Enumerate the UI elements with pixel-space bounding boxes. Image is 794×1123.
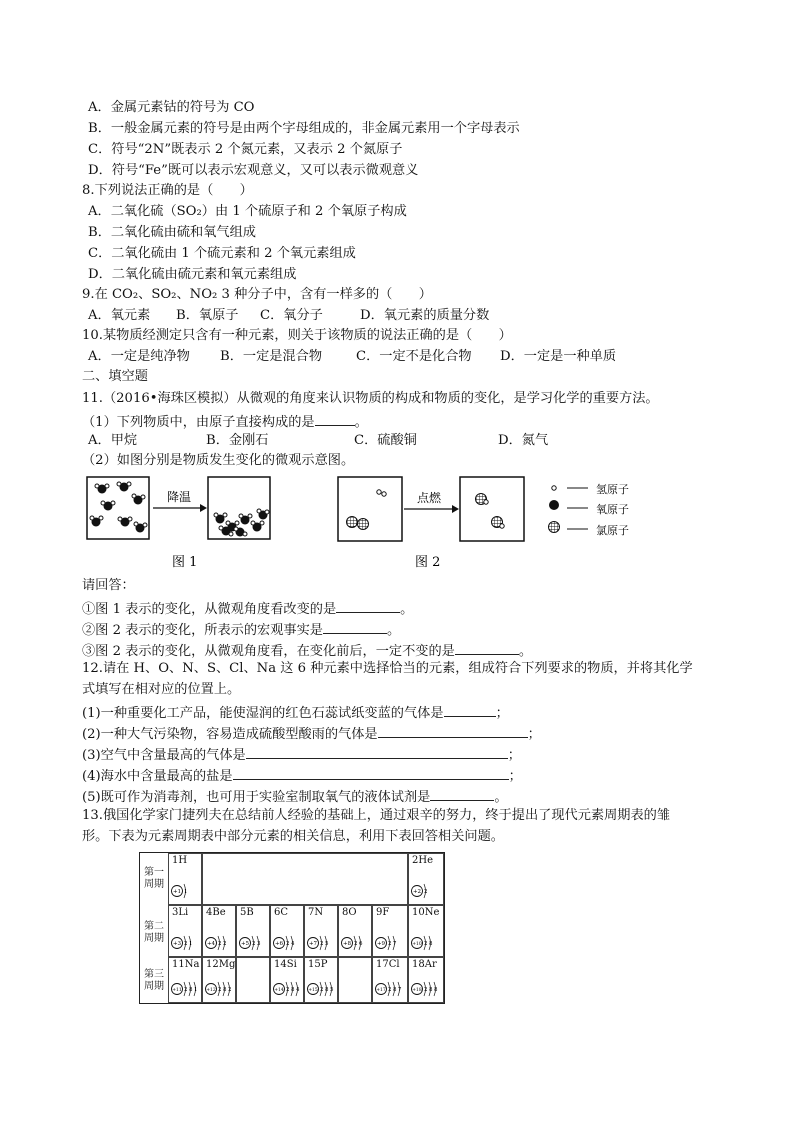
nuclear-charge: +15 <box>308 988 318 993</box>
atom-structure-icon <box>411 881 441 901</box>
atom-structure-icon <box>205 933 235 953</box>
electron-count: 2 <box>218 987 222 993</box>
q8-option-b: B．二氧化硫由硫和氧气组成 <box>88 225 256 240</box>
nuclear-charge: +6 <box>274 941 284 947</box>
answer-blank[interactable] <box>378 723 528 738</box>
q11-option-c: C．硫酸铜 <box>354 433 417 448</box>
element-symbol: 2He <box>412 855 434 866</box>
figure2-after-box <box>460 477 524 541</box>
element-cell <box>168 853 202 905</box>
q11-sub2: （2）如图分别是物质发生变化的微观示意图。 <box>82 453 355 468</box>
q13-stem-line2: 形。下表为元素周期表中部分元素的相关信息，利用下表回答相关问题。 <box>82 829 504 844</box>
q8-stem: 8.下列说法正确的是（ ） <box>82 183 253 198</box>
electron-count: 5 <box>325 941 329 947</box>
element-symbol: 9F <box>376 907 390 918</box>
element-cell <box>408 853 444 905</box>
period-3-label: 第三周期 <box>144 969 164 992</box>
chlorine-atom-icon <box>549 522 560 533</box>
q11-option-b: B．金刚石 <box>206 433 269 448</box>
element-cell <box>408 957 444 1003</box>
element-symbol: 8O <box>342 907 357 918</box>
element-cell <box>304 905 338 957</box>
element-cell <box>168 957 202 1003</box>
electron-count: 5 <box>330 987 334 993</box>
answer-blank[interactable] <box>246 744 508 759</box>
element-symbol: 4Be <box>206 907 226 918</box>
legend <box>549 482 630 537</box>
element-cell <box>372 957 408 1003</box>
electron-count: 2 <box>354 941 358 947</box>
electron-count: 8 <box>223 987 227 993</box>
element-symbol: 6C <box>274 907 289 918</box>
nuclear-charge: +7 <box>308 941 318 947</box>
q9-option-b: B．氧原子 <box>176 308 239 323</box>
electron-count: 2 <box>184 987 188 993</box>
q10-option-b: B．一定是混合物 <box>220 349 323 364</box>
section-title: 二、填空题 <box>82 369 148 384</box>
q8-option-a: A．二氧化硫（SO₂）由 1 个硫原子和 2 个氧原子构成 <box>88 204 407 219</box>
figure2-arrow-label: 点燃 <box>417 491 442 505</box>
electron-count: 2 <box>424 889 428 895</box>
figure2-caption: 图 2 <box>415 555 441 570</box>
q12-item-1: (1)一种重要化工产品，能使湿润的红色石蕊试纸变蓝的气体是 ； <box>82 702 509 723</box>
legend-oxygen: 氧原子 <box>596 503 629 516</box>
nuclear-charge: +12 <box>206 988 216 993</box>
figure1-before-box <box>87 477 149 539</box>
electron-count: 8 <box>325 987 329 993</box>
q8-option-d: D．二氧化硫由硫元素和氧元素组成 <box>88 267 297 282</box>
nuclear-charge: +2 <box>412 889 422 895</box>
electron-count: 1 <box>184 889 188 895</box>
q7-option-d: D．符号“Fe”既可以表示宏观意义，又可以表示微观意义 <box>88 163 419 178</box>
answer-blank[interactable] <box>233 765 509 780</box>
figure1-caption: 图 1 <box>172 555 198 570</box>
micro-diagram <box>80 472 680 572</box>
nuclear-charge: +9 <box>376 941 386 947</box>
nuclear-charge: +8 <box>342 941 352 947</box>
atom-structure-icon <box>171 979 201 999</box>
nuclear-charge: +17 <box>376 988 386 993</box>
q12-stem-line1: 12.请在 H、O、N、S、Cl、Na 这 6 种元素中选择恰当的元素，组成符合下列要求的物质，并将其化学 <box>82 661 693 676</box>
nuclear-charge: +18 <box>412 988 422 993</box>
q11-r1: ①图 1 表示的变化，从微观角度看改变的是 。 <box>82 598 413 619</box>
electron-count: 4 <box>296 987 300 993</box>
legend-chlorine: 氯原子 <box>596 524 629 537</box>
electron-count: 3 <box>257 941 261 947</box>
q12-item-2: (2)一种大气污染物，容易造成硫酸型酸雨的气体是 ； <box>82 723 541 744</box>
electron-count: 2 <box>320 941 324 947</box>
q10-option-c: C．一定不是化合物 <box>356 349 472 364</box>
q7-option-c: C．符号“2N”既表示 2 个氮元素，又表示 2 个氮原子 <box>88 142 403 157</box>
q12-item-4: (4)海水中含量最高的盐是 ； <box>82 765 522 786</box>
electron-count: 2 <box>223 941 227 947</box>
electron-count: 1 <box>194 987 198 993</box>
q13-stem-line1: 13.俄国化学家门捷列夫在总结前人经验的基础上，通过艰辛的努力，终于提出了现代元素周期表的雏 <box>82 808 671 823</box>
q9-option-d: D．氧元素的质量分数 <box>360 308 490 323</box>
atom-structure-icon <box>171 933 201 953</box>
empty-cell <box>236 957 270 1003</box>
electron-count: 2 <box>424 941 428 947</box>
nuclear-charge: +1 <box>172 889 182 895</box>
figure1-after-box <box>208 477 270 539</box>
hydrogen-atom-icon <box>552 486 556 490</box>
nuclear-charge: +5 <box>240 941 250 947</box>
element-cell <box>408 905 444 957</box>
answer-blank[interactable] <box>455 640 519 655</box>
atom-structure-icon <box>171 881 201 901</box>
legend-hydrogen: 氢原子 <box>596 483 629 496</box>
element-symbol: 11Na <box>172 959 200 970</box>
q11-option-d: D．氮气 <box>498 433 549 448</box>
q11-sub1: （1）下列物质中，由原子直接构成的是 。 <box>82 411 368 432</box>
electron-count: 2 <box>320 987 324 993</box>
atom-structure-icon <box>411 933 441 953</box>
element-cell <box>236 905 270 957</box>
element-cell <box>338 905 372 957</box>
answer-blank[interactable] <box>444 702 496 717</box>
nuclear-charge: +11 <box>172 988 182 993</box>
period-1-label: 第一周期 <box>144 867 164 890</box>
atom-structure-icon <box>341 933 371 953</box>
electron-count: 7 <box>398 987 402 993</box>
electron-count: 2 <box>252 941 256 947</box>
element-cell <box>168 905 202 957</box>
atom-structure-icon <box>205 979 235 999</box>
atom-structure-icon <box>375 933 405 953</box>
q11-r2: ②图 2 表示的变化，所表示的宏观事实是 。 <box>82 619 400 640</box>
electron-count: 2 <box>218 941 222 947</box>
atom-structure-icon <box>307 979 337 999</box>
answer-blank[interactable] <box>323 619 387 634</box>
q9-option-a: A．氧元素 <box>88 308 151 323</box>
electron-count: 7 <box>393 941 397 947</box>
electron-count: 8 <box>429 941 433 947</box>
q7-option-b: B．一般金属元素的符号是由两个字母组成的，非金属元素用一个字母表示 <box>88 121 520 136</box>
period-2-label: 第二周期 <box>144 921 164 944</box>
empty-cell <box>338 957 372 1003</box>
q11-option-a: A．甲烷 <box>88 433 138 448</box>
q12-item-5: (5)既可作为消毒剂，也可用于实验室制取氧气的液体试剂是 。 <box>82 786 508 807</box>
element-cell <box>270 957 304 1003</box>
empty-block <box>202 853 408 905</box>
atom-structure-icon <box>307 933 337 953</box>
atom-structure-icon <box>375 979 405 999</box>
element-symbol: 18Ar <box>412 959 437 970</box>
figure2-before-box <box>338 477 402 541</box>
periodic-table <box>139 852 445 1004</box>
answer-blank[interactable] <box>315 411 355 426</box>
electron-count: 8 <box>429 987 433 993</box>
electron-count: 4 <box>291 941 295 947</box>
element-symbol: 15P <box>308 959 328 970</box>
element-symbol: 3Li <box>172 907 189 918</box>
atom-structure-icon <box>273 933 303 953</box>
answer-blank[interactable] <box>430 786 494 801</box>
electron-count: 2 <box>388 941 392 947</box>
element-cell <box>304 957 338 1003</box>
nuclear-charge: +4 <box>206 941 216 947</box>
q9-stem: 9.在 CO₂、SO₂、NO₂ 3 种分子中，含有一样多的（ ） <box>82 287 432 302</box>
electron-count: 2 <box>184 941 188 947</box>
nuclear-charge: +10 <box>412 942 422 947</box>
element-cell <box>202 957 236 1003</box>
atom-structure-icon <box>411 979 441 999</box>
q11-prompt: 请回答： <box>82 578 135 593</box>
element-cell <box>372 905 408 957</box>
element-symbol: 14Si <box>274 959 297 970</box>
element-symbol: 10Ne <box>412 907 440 918</box>
answer-blank[interactable] <box>336 598 400 613</box>
q8-option-c: C．二氧化硫由 1 个硫元素和 2 个氧元素组成 <box>88 246 356 261</box>
figure1-arrow-label: 降温 <box>167 490 192 504</box>
atom-structure-icon <box>273 979 303 999</box>
q11-r3: ③图 2 表示的变化，从微观角度看，在变化前后，一定不变的是 。 <box>82 640 532 661</box>
atom-structure-icon <box>239 933 269 953</box>
element-symbol: 12Mg <box>206 959 236 970</box>
q9-option-c: C．氧分子 <box>260 308 323 323</box>
electron-count: 2 <box>286 941 290 947</box>
element-symbol: 17Cl <box>376 959 400 970</box>
q12-stem-line2: 式填写在相对应的位置上。 <box>82 682 241 697</box>
q12-item-3: (3)空气中含量最高的气体是 ； <box>82 744 521 765</box>
electron-count: 8 <box>434 987 438 993</box>
element-symbol: 7N <box>308 907 324 918</box>
element-cell <box>202 905 236 957</box>
q10-option-d: D．一定是一种单质 <box>500 349 617 364</box>
electron-count: 2 <box>424 987 428 993</box>
q10-stem: 10.某物质经测定只含有一种元素，则关于该物质的说法正确的是（ ） <box>82 328 512 343</box>
q7-option-a: A．金属元素钴的符号为 CO <box>88 100 255 115</box>
electron-count: 8 <box>291 987 295 993</box>
q10-option-a: A．一定是纯净物 <box>88 349 190 364</box>
element-symbol: 1H <box>172 855 188 866</box>
electron-count: 6 <box>359 941 363 947</box>
electron-count: 8 <box>393 987 397 993</box>
nuclear-charge: +3 <box>172 941 182 947</box>
electron-count: 1 <box>189 941 193 947</box>
element-cell <box>270 905 304 957</box>
electron-count: 2 <box>286 987 290 993</box>
element-symbol: 5B <box>240 907 254 918</box>
electron-count: 8 <box>189 987 193 993</box>
nuclear-charge: +14 <box>274 988 284 993</box>
electron-count: 2 <box>228 987 232 993</box>
oxygen-atom-icon <box>549 500 559 510</box>
electron-count: 2 <box>388 987 392 993</box>
q11-stem: 11.（2016•海珠区模拟）从微观的角度来认识物质的构成和物质的变化，是学习化学的重要方法。 <box>82 391 659 406</box>
